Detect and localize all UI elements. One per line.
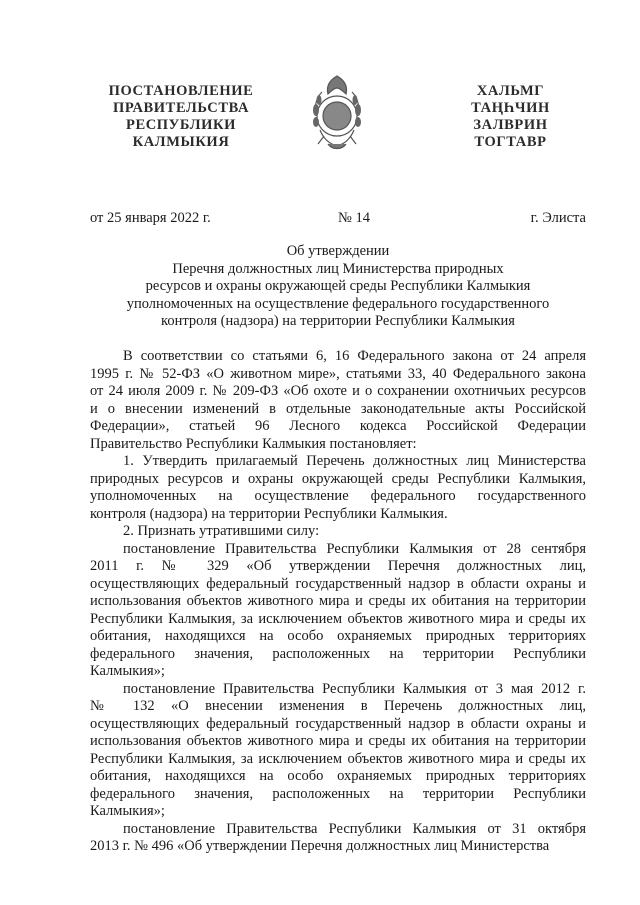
paragraph-line: Республики Калмыкия, за исключением объектов животного мира и среды их	[90, 750, 586, 767]
body-paragraph	[90, 453, 586, 523]
paragraph-line: 1995 г. № 52-ФЗ «О животном мире», статьями 33, 40 Федерального закона	[90, 365, 586, 382]
paragraph-line: 2. Признать утратившими силу:	[123, 523, 320, 539]
paragraph-line: 2013 г. № 496 «Об утверждении Перечня должностных лиц Министерства	[90, 838, 550, 854]
title-line: Об утверждении	[286, 243, 390, 259]
document-title	[90, 243, 586, 331]
document-date: от 25 января 2022 г.	[90, 210, 211, 226]
document-city: г. Элиста	[530, 210, 586, 226]
paragraph-line: контроля (надзора) на территории Республики Калмыкия.	[90, 505, 448, 522]
header-left-line: КАЛМЫКИЯ	[132, 134, 230, 150]
title-line: контроля (надзора) на территории Республики Калмыкия	[161, 313, 515, 330]
paragraph-line: Федерации», статьей 96 Лесного кодекса Российской Федерации	[90, 418, 586, 434]
paragraph-line: Правительство Республики Калмыкия постановляет:	[90, 435, 417, 452]
paragraph-line: обитания, находящихся на особо охраняемых природных территориях	[90, 628, 586, 644]
paragraph-line: Калмыкия»;	[90, 803, 165, 819]
paragraph-line: постановление Правительства Республики Калмыкия от 3 мая 2012 г.	[123, 680, 586, 697]
paragraph-line: федерального значения, расположенных на территории Республики	[90, 645, 586, 662]
document-number: № 14	[338, 210, 370, 226]
paragraph-line: природных ресурсов и охраны окружающей среды Республики Калмыкия,	[90, 470, 586, 487]
body-paragraph	[90, 821, 586, 856]
header-right-title	[448, 83, 573, 151]
body-paragraph	[90, 348, 586, 453]
header-right-line: ЗАЛВРИН	[473, 117, 548, 133]
title-line: Перечня должностных лиц Министерства природных	[172, 260, 504, 277]
header-right-line: ТОГТАВР	[474, 134, 547, 150]
paragraph-line: Республики Калмыкия, за исключением объектов животного мира и среды их	[90, 610, 586, 627]
header-left-title	[96, 83, 266, 151]
paragraph-line: обитания, находящихся на особо охраняемых природных территориях	[90, 768, 586, 784]
header-left-line: ПОСТАНОВЛЕНИЕ	[108, 83, 254, 99]
header-right-line: ХАЛЬМГ	[476, 83, 545, 99]
paragraph-line: В соответствии со статьями 6, 16 Федерального закона от 24 апреля	[123, 348, 586, 364]
paragraph-line: и о внесении изменений в отдельные законодательные акты Российской	[90, 400, 586, 417]
paragraph-line: постановление Правительства Республики Калмыкия от 28 сентября	[123, 540, 586, 557]
header-left-line: РЕСПУБЛИКИ	[125, 117, 237, 133]
header-right-line: ТАҢҺЧИН	[471, 100, 550, 116]
body-paragraph	[90, 541, 586, 681]
paragraph-line: Калмыкия»;	[90, 663, 165, 679]
paragraph-line: № 132 «О внесении изменения в Перечень должностных лиц,	[90, 698, 586, 714]
paragraph-line: 2011 г. № 329 «Об утверждении Перечня должностных лиц,	[90, 558, 586, 574]
paragraph-line: уполномоченных на осуществление федерального государственного	[90, 488, 586, 504]
header-left-line: ПРАВИТЕЛЬСТВА	[112, 100, 250, 116]
paragraph-line: осуществляющих федеральный государственный надзор в области охраны и	[90, 575, 586, 592]
body-paragraph	[90, 523, 586, 541]
paragraph-line: использования объектов животного мира и среды их обитания на территории	[90, 593, 586, 609]
paragraph-line: постановление Правительства Республики Калмыкия от 31 октября	[123, 820, 586, 837]
paragraph-line: от 24 июля 2009 г. № 209-ФЗ «Об охоте и о сохранении охотничьих ресурсов	[90, 383, 586, 399]
paragraph-line: использования объектов животного мира и среды их обитания на территории	[90, 733, 586, 749]
paragraph-line: федерального значения, расположенных на территории Республики	[90, 785, 586, 802]
document-meta	[90, 210, 586, 230]
kalmykia-coat-of-arms-icon	[304, 70, 370, 154]
paragraph-line: 1. Утвердить прилагаемый Перечень должностных лиц Министерства	[123, 453, 586, 469]
body-paragraph	[90, 681, 586, 821]
title-line: уполномоченных на осуществление федерального государственного	[126, 295, 550, 312]
document-body	[90, 348, 586, 856]
title-line: ресурсов и охраны окружающей среды Республики Калмыкия	[145, 278, 531, 295]
paragraph-line: осуществляющих федеральный государственный надзор в области охраны и	[90, 715, 586, 732]
